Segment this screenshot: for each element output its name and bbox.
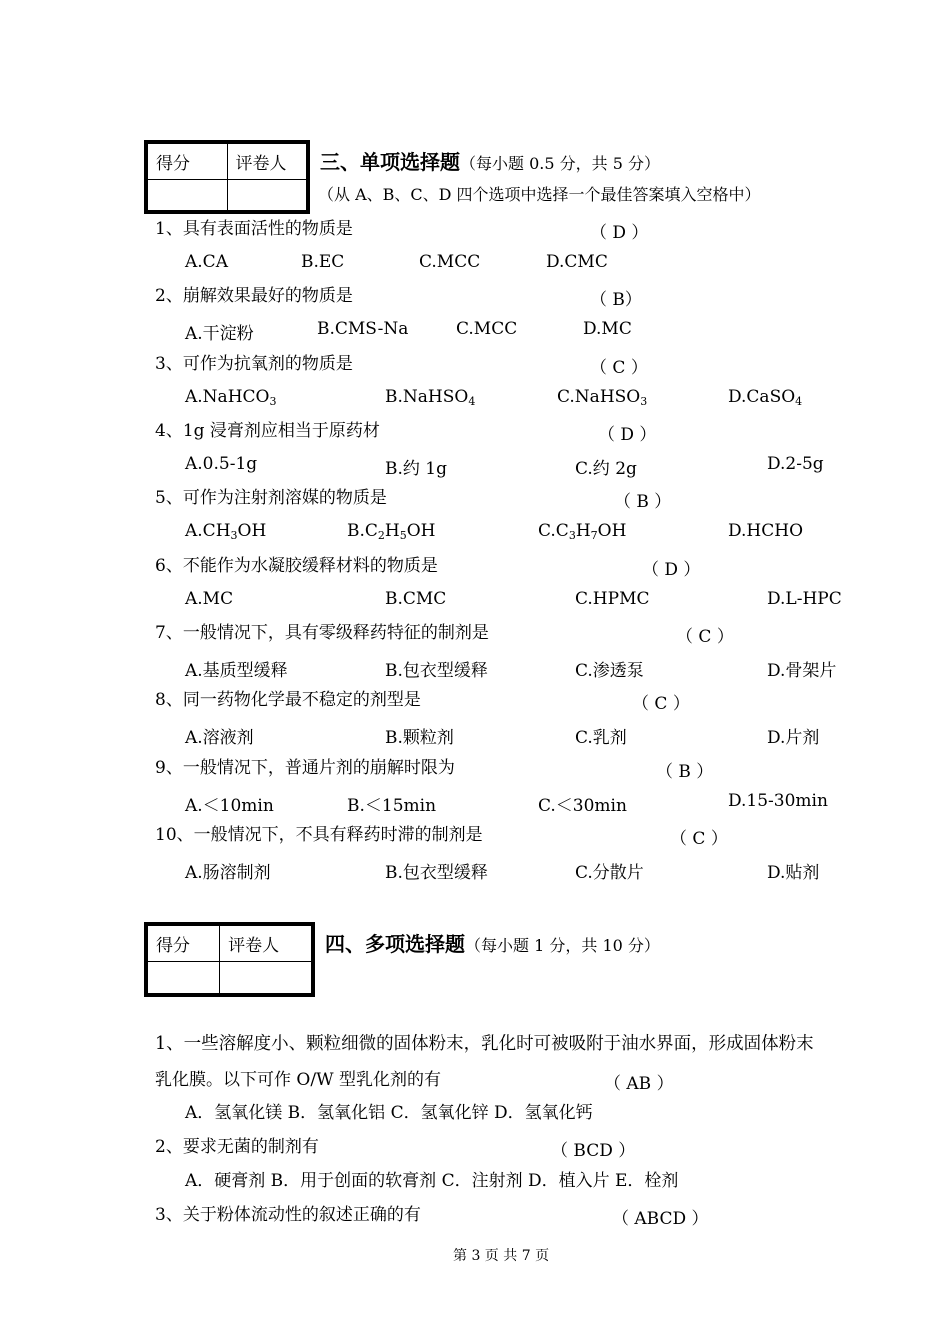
- section3-note: （每小题 0.5 分，共 5 分）: [460, 154, 660, 173]
- score-box-section4: [144, 922, 315, 997]
- page-footer: 第 3 页 共 7 页: [453, 1248, 550, 1264]
- option-a: A.肠溶制剂: [185, 863, 271, 883]
- grader-cell: [227, 180, 307, 211]
- s4-q3-stem: 3、关于粉体流动性的叙述正确的有: [155, 1205, 421, 1225]
- score-cell: [148, 180, 228, 211]
- question-stem: 2、崩解效果最好的物质是: [155, 286, 353, 306]
- option-d: D.骨架片: [767, 661, 837, 681]
- option-a: $A.CH_3OH$: [185, 521, 267, 542]
- answer-bracket: （ C ）: [670, 829, 728, 849]
- section3-title: 三、单项选择题: [320, 150, 460, 174]
- option-d: D.15-30min: [728, 791, 828, 811]
- option-d: D.L-HPC: [767, 589, 842, 609]
- option-b: B.EC: [301, 252, 345, 272]
- option-a: A.＜10min: [185, 796, 274, 816]
- answer-bracket: （ D ）: [590, 223, 649, 243]
- option-c: $C.C_3H_7OH$: [538, 521, 627, 542]
- score-label: 得分: [148, 926, 220, 962]
- question-stem: 7、一般情况下，具有零级释药特征的制剂是: [155, 623, 489, 643]
- s4-q2-options: A．硬膏剂 B．用于创面的软膏剂 C．注射剂 D．植入片 E．栓剂: [185, 1171, 679, 1191]
- section3-heading: [320, 146, 660, 175]
- option-d: D.2-5g: [767, 454, 824, 474]
- option-a: A.CA: [185, 252, 228, 272]
- option-b: B.NaHSO$_4$: [385, 387, 476, 408]
- section4-heading: [325, 928, 660, 957]
- option-c: C.分散片: [575, 863, 644, 883]
- answer-bracket: （ C ）: [590, 358, 648, 378]
- option-b: B.CMS-Na: [317, 319, 409, 339]
- answer-bracket: （ C ）: [632, 694, 690, 714]
- option-a: A.干淀粉: [185, 324, 254, 344]
- option-b: B.包衣型缓释: [385, 863, 488, 883]
- option-a: A.基质型缓释: [185, 661, 288, 681]
- s4-q1-line2: 乳化膜。以下可作 O/W 型乳化剂的有: [155, 1070, 441, 1090]
- option-d: D.MC: [583, 319, 632, 339]
- question-stem: 9、一般情况下，普通片剂的崩解时限为: [155, 758, 455, 778]
- question-stem: 1、具有表面活性的物质是: [155, 219, 353, 239]
- score-label: 得分: [148, 144, 228, 180]
- question-stem: 6、不能作为水凝胶缓释材料的物质是: [155, 556, 438, 576]
- answer-bracket: （ D ）: [642, 560, 701, 580]
- question-stem: 10、一般情况下，不具有释药时滞的制剂是: [155, 825, 483, 845]
- option-c: C.MCC: [456, 319, 518, 339]
- option-a: A.NaHCO$_3$: [185, 387, 277, 408]
- s4-q2-answer: （ BCD ）: [551, 1141, 636, 1161]
- option-d: D.HCHO: [728, 521, 804, 541]
- grader-cell: [220, 962, 312, 994]
- option-a: A.MC: [185, 589, 234, 609]
- question-stem: 3、可作为抗氧剂的物质是: [155, 354, 353, 374]
- option-c: C.HPMC: [575, 589, 650, 609]
- option-c: C.＜30min: [538, 796, 627, 816]
- question-stem: 8、同一药物化学最不稳定的剂型是: [155, 690, 421, 710]
- option-a: A.0.5-1g: [185, 454, 258, 474]
- question-stem: 4、1g 浸膏剂应相当于原药材: [155, 421, 380, 441]
- s4-q1-answer: （ AB ）: [604, 1074, 674, 1094]
- score-box-section3: [144, 140, 310, 214]
- option-c: C.MCC: [419, 252, 481, 272]
- option-d: D.片剂: [767, 728, 820, 748]
- s4-q2-stem: 2、要求无菌的制剂有: [155, 1137, 319, 1157]
- grader-label: 评卷人: [220, 926, 312, 962]
- option-b: B.CMC: [385, 589, 447, 609]
- s4-q1-line1: 1、一些溶解度小、颗粒细微的固体粉末，乳化时可被吸附于油水界面，形成固体粉末: [155, 1034, 814, 1054]
- option-b: $B.C_2H_5OH$: [347, 521, 436, 542]
- section3-instruction: （从 A、B、C、D 四个选项中选择一个最佳答案填入空格中）: [318, 185, 761, 204]
- score-cell: [148, 962, 220, 994]
- answer-bracket: （ B ）: [614, 492, 672, 512]
- section4-note: （每小题 1 分，共 10 分）: [465, 936, 660, 955]
- s4-q3-answer: （ ABCD ）: [612, 1209, 709, 1229]
- s4-q1-options: A．氢氧化镁 B．氢氧化铝 C．氢氧化锌 D．氢氧化钙: [185, 1103, 593, 1123]
- question-stem: 5、可作为注射剂溶媒的物质是: [155, 488, 387, 508]
- option-b: B.约 1g: [385, 459, 447, 479]
- option-c: C.NaHSO$_3$: [557, 387, 648, 408]
- option-b: B.＜15min: [347, 796, 437, 816]
- answer-bracket: （ C ）: [676, 627, 734, 647]
- answer-bracket: （ B ）: [656, 762, 714, 782]
- answer-bracket: （ D ）: [598, 425, 657, 445]
- option-c: C.乳剂: [575, 728, 627, 748]
- option-b: B.颗粒剂: [385, 728, 454, 748]
- option-c: C.约 2g: [575, 459, 637, 479]
- option-b: B.包衣型缓释: [385, 661, 488, 681]
- answer-bracket: （ B）: [590, 290, 642, 310]
- option-d: D.贴剂: [767, 863, 820, 883]
- option-d: D.CaSO$_4$: [728, 387, 803, 408]
- section4-title: 四、多项选择题: [325, 932, 465, 956]
- option-d: D.CMC: [546, 252, 608, 272]
- option-c: C.渗透泵: [575, 661, 644, 681]
- option-a: A.溶液剂: [185, 728, 254, 748]
- grader-label: 评卷人: [227, 144, 307, 180]
